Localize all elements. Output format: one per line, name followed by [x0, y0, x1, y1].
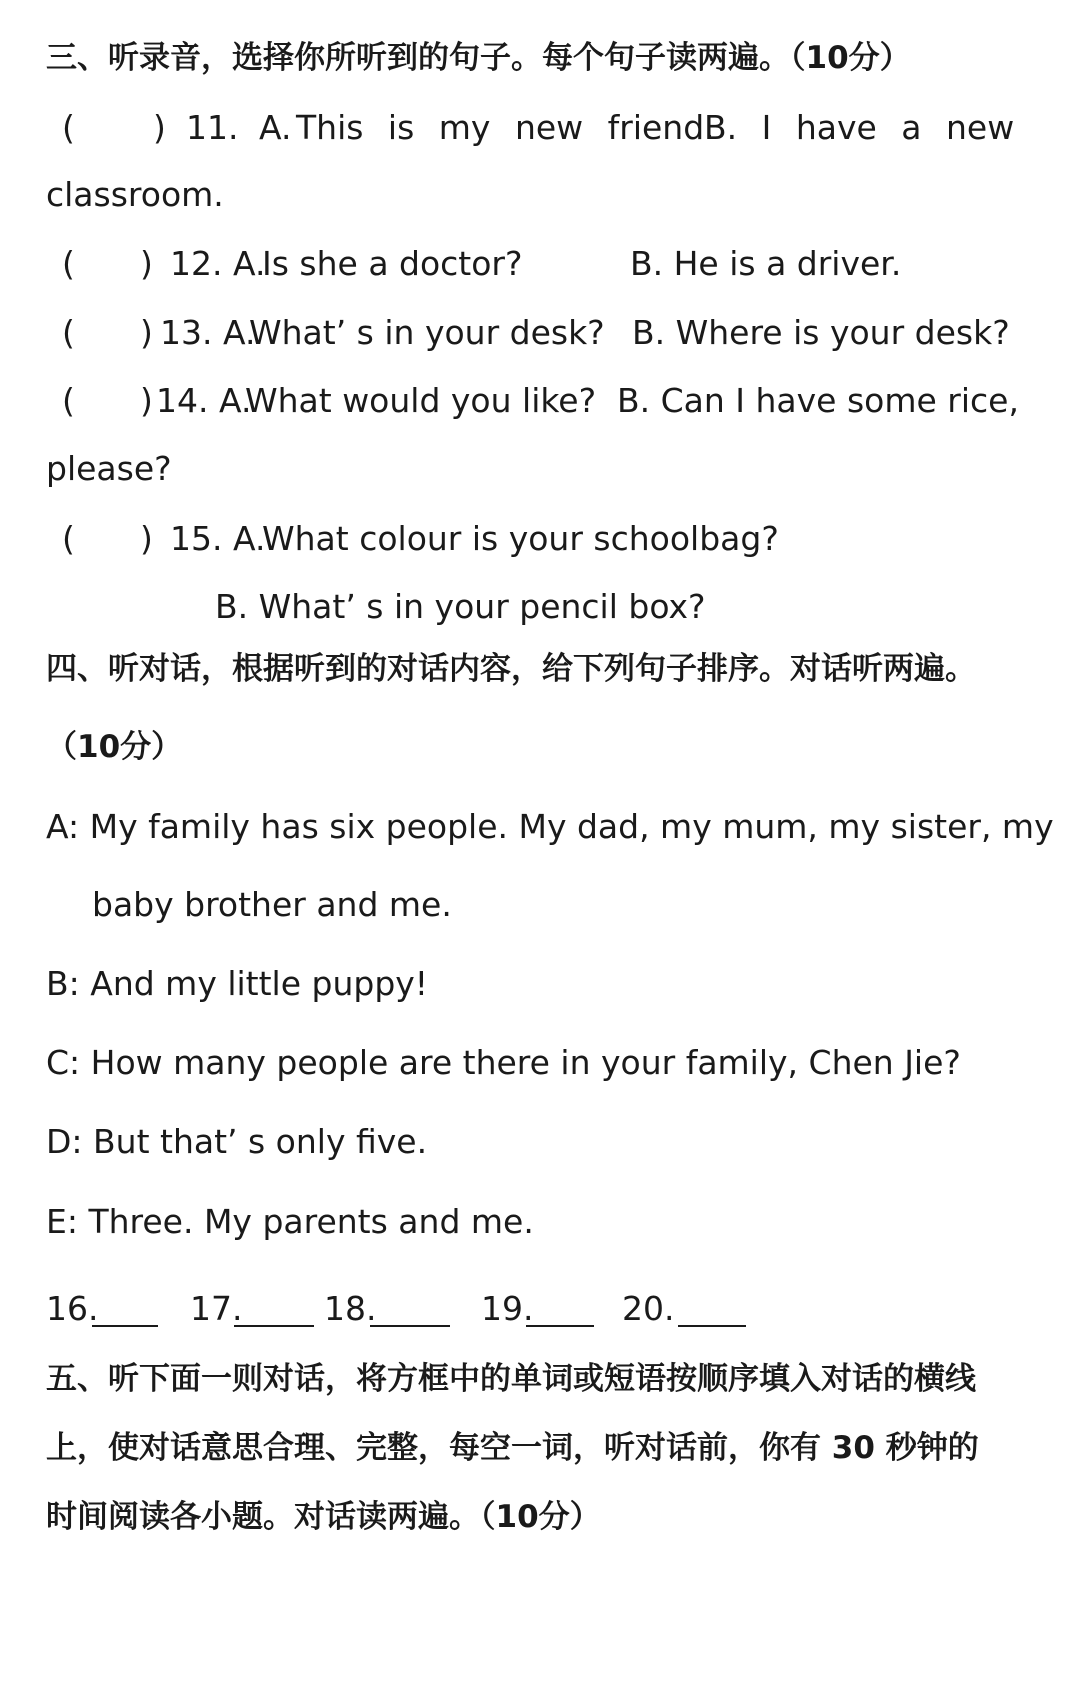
blank-line-18[interactable] [370, 1325, 450, 1327]
dialogue-line-a: A: My family has six people. My dad, my mum, my sister, my [46, 807, 1054, 846]
section5-heading-line-3: 时间阅读各小题。对话读两遍。（10分） [46, 1499, 601, 1535]
blank-line-20[interactable] [678, 1325, 746, 1327]
option-a: Is she a doctor? [262, 244, 523, 283]
question-number: 14. A. [156, 381, 252, 420]
answer-paren-close: ) [153, 108, 166, 147]
dialogue-line-e: E: Three. My parents and me. [46, 1202, 534, 1241]
answer-paren-close: ) [140, 244, 153, 283]
option-b: B. What’ s in your pencil box? [215, 587, 706, 626]
option-b: B. Can I have some rice, [617, 381, 1019, 420]
section3-heading: 三、听录音，选择你所听到的句子。每个句子读两遍。（10分） [46, 40, 911, 76]
dialogue-line-d: D: But that’ s only five. [46, 1122, 428, 1161]
blank-label-17: 17. [190, 1289, 243, 1328]
answer-paren-open: ( [62, 381, 75, 420]
blank-label-19: 19. [481, 1289, 534, 1328]
section4-score: （10分） [46, 729, 183, 765]
dialogue-line-a-continued: baby brother and me. [92, 885, 452, 924]
option-a: What’ s in your desk? [249, 313, 605, 352]
answer-paren-close: ) [140, 381, 153, 420]
answer-paren-open: ( [62, 108, 75, 147]
option-b-continued: classroom. [46, 175, 224, 214]
answer-paren-open: ( [62, 313, 75, 352]
option-b: B. Where is your desk? [632, 313, 1010, 352]
blank-label-20: 20. [622, 1289, 675, 1328]
section5-heading-line-1: 五、听下面一则对话，将方框中的单词或短语按顺序填入对话的横线 [46, 1361, 976, 1397]
dialogue-line-b: B: And my little puppy! [46, 964, 429, 1003]
answer-paren-open: ( [62, 244, 75, 283]
question-number: 15. A. [170, 519, 266, 558]
answer-paren-close: ) [140, 519, 153, 558]
answer-paren-open: ( [62, 519, 75, 558]
dialogue-line-c: C: How many people are there in your family, Chen Jie? [46, 1043, 961, 1082]
option-a: What would you like? [245, 381, 597, 420]
question-number: 12. A. [170, 244, 266, 283]
option-a: This is my new friend. [296, 108, 715, 147]
blank-label-18: 18. [324, 1289, 377, 1328]
blank-label-16: 16. [46, 1289, 99, 1328]
question-number: 11. A. [186, 108, 292, 147]
section4-heading: 四、听对话，根据听到的对话内容，给下列句子排序。对话听两遍。 [46, 651, 976, 687]
question-number: 13. A. [160, 313, 256, 352]
option-b-continued: please? [46, 449, 172, 488]
blank-line-16[interactable] [92, 1325, 158, 1327]
blank-line-19[interactable] [526, 1325, 594, 1327]
option-a: What colour is your schoolbag? [262, 519, 779, 558]
option-b: B. He is a driver. [630, 244, 902, 283]
option-b: B. I have a new [704, 108, 1015, 147]
blank-line-17[interactable] [234, 1325, 314, 1327]
answer-paren-close: ) [140, 313, 153, 352]
section5-heading-line-2: 上，使对话意思合理、完整，每空一词，听对话前，你有 30 秒钟的 [46, 1430, 979, 1466]
